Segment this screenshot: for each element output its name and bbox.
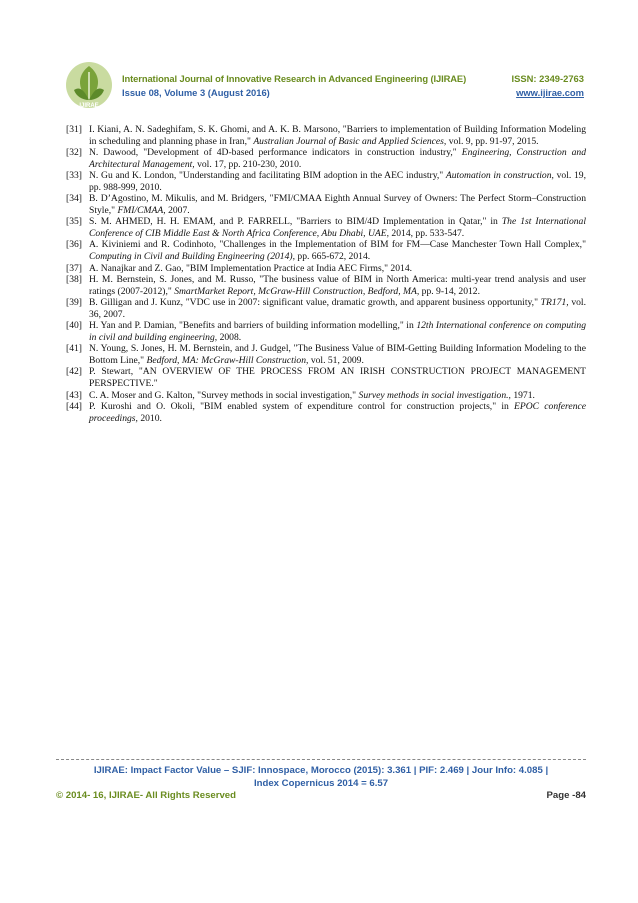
footer-line-1: IJIRAE: Impact Factor Value – SJIF: Innospace, Morocco (2015): 3.361 | PIF: 2.469 | Jour Info: 4.085 | [93,765,549,776]
reference-source: FMI/CMAA, [117,204,166,216]
reference-number: [35] [66,216,82,228]
ijirae-logo [64,60,114,110]
reference-text: S. M. AHMED, H. H. EMAM, and P. FARRELL, "Barriers to BIM/4D Implementation in Qatar," in [89,216,502,228]
issue-info: Issue 08, Volume 3 (August 2016) [122,87,270,98]
reference-source: Australian Journal of Basic and Applied Sciences, [253,135,447,147]
reference-item [66,193,586,216]
reference-number: [38] [66,274,82,286]
reference-source: SmartMarket Report, McGraw-Hill Construction, Bedford, MA, [174,285,420,297]
reference-source: TR171, [540,297,569,309]
reference-number: [42] [66,366,82,378]
reference-source: EPOC conference proceedings, [89,401,587,424]
reference-item [66,320,586,343]
reference-number: [36] [66,239,82,251]
reference-text: B. Gilligan and J. Kunz, "VDC use in 2007: significant value, dramatic growth, and apparent business opportunity," [89,297,541,309]
reference-number: [34] [66,193,82,205]
reference-number: [41] [66,343,82,355]
reference-source: Survey methods in social investigation., [358,389,511,401]
reference-item [66,147,586,170]
footer-divider [56,759,586,760]
reference-text: 2007. [165,204,190,216]
reference-text: H. Yan and P. Damian, "Benefits and barriers of building information modelling," in [89,320,417,332]
reference-number: [43] [66,389,82,401]
reference-item [66,124,586,147]
reference-item [66,297,586,320]
reference-text: 2014, pp. 533-547. [389,227,465,239]
reference-text: C. A. Moser and G. Kalton, "Survey methods in social investigation," [89,389,359,401]
journal-info [122,72,466,100]
reference-item [66,216,586,239]
page-number: Page -84 [546,790,586,801]
issn: ISSN: 2349-2763 [511,73,584,84]
reference-text: N. Young, S. Jones, H. M. Bernstein, and J. Gudgel, "The Business Value of BIM-Getting Building Information Modeling to the Bottom Line," [89,343,586,366]
journal-title: International Journal of Innovative Research in Advanced Engineering (IJIRAE) [122,73,467,84]
journal-ids [512,72,584,100]
reference-text: vol. 36, 2007. [89,297,586,320]
reference-item [66,390,586,402]
reference-text: N. Gu and K. London, "Understanding and facilitating BIM adoption in the AEC industry," [89,170,446,182]
reference-text: vol. 19, pp. 988-999, 2010. [89,170,586,193]
reference-number: [39] [66,297,82,309]
reference-list [66,124,586,424]
reference-number: [40] [66,320,82,332]
footer-impact-factor [56,764,586,790]
reference-text: P. Stewart, "AN OVERVIEW OF THE PROCESS FROM AN IRISH CONSTRUCTION PROJECT MANAGEMENT PERSPECTIVE." [89,366,586,390]
reference-text: pp. 665-672, 2014. [295,251,371,263]
reference-item [66,263,586,275]
reference-text: A. Nanajkar and Z. Gao, "BIM Implementation Practice at India AEC Firms," 2014. [89,262,413,274]
reference-text: vol. 51, 2009. [308,354,364,366]
reference-item [66,366,586,389]
reference-source: Automation in construction, [445,170,554,182]
reference-source: Bedford, MA: McGraw-Hill Construction, [146,354,309,366]
copyright: © 2014- 16, IJIRAE- All Rights Reserved [56,790,236,801]
reference-number: [31] [66,124,82,135]
logo-text: IJIRAE [79,103,99,109]
reference-item [66,274,586,297]
reference-text: A. Kiviniemi and R. Codinhoto, "Challenges in the Implementation of BIM for FM—Case Manchester Town Hall Complex," [89,239,586,251]
reference-source: Computing in Civil and Building Engineering (2014), [89,251,295,263]
reference-item [66,343,586,366]
reference-text: , 2008. [214,331,242,343]
reference-text: vol. 9, pp. 91-97, 2015. [446,135,539,147]
reference-text: I. Kiani, A. N. Sadeghifam, S. K. Ghomi, and A. K. B. Marsono, "Barriers to implementation of Building Information Modeling in scheduling and planning phase in Iran," [89,124,586,147]
reference-number: [37] [66,262,82,274]
reference-source: Engineering, Construction and Architectural Management, [89,147,586,170]
reference-item [66,170,586,193]
reference-source: The 1st International Conference of CIB Middle East & North Africa Conference, Abu Dhabi, UAE, [89,216,587,239]
footer-bottom [56,790,586,801]
reference-item [66,401,586,424]
page-header [64,58,584,110]
reference-text: H. M. Bernstein, S. Jones, and M. Russo, "The business value of BIM in North America: multi-year trend analysis and user ratings (2007-2012)," [89,274,586,297]
reference-text: 1971. [510,389,535,401]
reference-number: [32] [66,147,82,159]
reference-text: P. Kuroshi and O. Okoli, "BIM enabled system of expenditure control for construction projects," in [89,401,515,413]
reference-text: vol. 17, pp. 210-230, 2010. [194,158,302,170]
website-link[interactable]: www.ijirae.com [516,87,584,98]
reference-source: 12th International conference on computing in civil and building engineering [89,320,586,343]
reference-item [66,239,586,262]
reference-text: 2010. [137,412,162,424]
reference-number: [33] [66,170,82,182]
reference-text: B. D’Agostino, M. Mikulis, and M. Bridgers, "FMI/CMAA Eighth Annual Survey of Owners: The Perfect Storm–Construction Style," [89,193,586,216]
reference-number: [44] [66,401,82,413]
footer-line-2: Index Copernicus 2014 = 6.57 [253,778,389,789]
reference-text: pp. 9-14, 2012. [419,285,481,297]
reference-text: N. Dawood, "Development of 4D-based performance indicators in construction industry," [89,147,462,159]
